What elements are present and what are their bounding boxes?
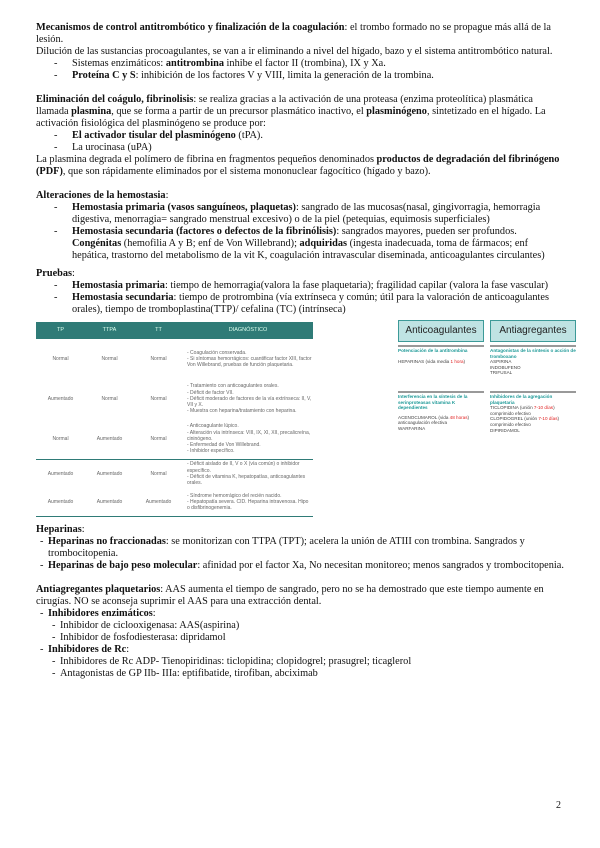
list-item: - Inhibidor de fosfodiesterasa: dipridamol	[36, 632, 566, 644]
table-cell: Normal	[150, 355, 167, 362]
table-cell: Normal	[101, 355, 118, 362]
diagnosis-cell: - Síndrome hemorrágico del recién nacido. - Hepatopatía severa. CID. Heparina intravenosa. Hipo o disfibrinogenemia.	[187, 492, 309, 512]
table-cell: Normal	[134, 460, 183, 489]
coagulation-tests-table	[36, 322, 313, 517]
diagnosis-cell: - Anticoagulante lúpico. - Alteración vía intrínseca: VIII, IX, XI, XII, precalicreína, cininógeno. - Enfermedad de Von Willebrand. - Inhibidor específico.	[187, 423, 311, 455]
section-pruebas: Pruebas:	[36, 268, 75, 279]
table-cell: Aumentado	[145, 498, 172, 505]
table-row	[36, 488, 313, 517]
table-cell: Aumentado	[96, 435, 123, 442]
table-cell: Normal	[150, 395, 167, 402]
diagnosis-cell: - Tratamiento con anticoagulantes orales. - Déficit de factor VII. - Déficit moderado de factores de la vía extrínseca: II, V, VII y X. - Muestra con heparina/tratamiento con heparina.	[187, 383, 312, 415]
list-item: - Antagonistas de GP IIb- IIIa: eptifibatide, tirofiban, abciximab	[36, 668, 566, 680]
table-cell: Aumentado	[47, 498, 74, 505]
section-heparinas: Heparinas: - Heparinas no fraccionadas: se monitorizan con TTPA (TPT); acelera la unión de ATIII con trombina. Sangrados y trombocitopenia. - Heparinas de bajo peso molecular: afinidad por el factor Xa, No necesitan monitoreo; menos sangrados y trombocitopenia. Antiagregantes plaquetarios: AAS aumenta el tiempo de sangrado, pero no se ha demostrado que este tiempo aumente en cirugías. NO se aconseja suprimir el AAS para una extracción dental. - Inhibidores enzimáticos: - Inhibidor de ciclooxigenasa: AAS(aspirina) - Inhibidor de fosfodiesterasa: dipridamol - Inhibidores de Rc: - Inhibidores de Rc ADP- Tienopiridinas: ticlopidina; clopidogrel; prasugrel; ticaglerol - Antagonistas de GP IIb- IIIa: eptifibatide, tirofiban, abciximab	[36, 524, 566, 680]
list-item: - Sistemas enzimáticos: antitrombina inhibe el factor II (trombina), IX y Xa.	[36, 58, 566, 70]
section-alteraciones: Alteraciones de la hemostasia:	[36, 190, 169, 201]
table-row	[36, 460, 313, 489]
table-row	[36, 419, 313, 460]
list-item: - Heparinas no fraccionadas: se monitorizan con TTPA (TPT); acelera la unión de ATIII con trombina. Sangrados y trombocitopenia.	[36, 536, 566, 560]
drugs-figure	[398, 320, 578, 432]
table-cell: Aumentado	[47, 395, 74, 402]
table-cell: Normal	[52, 355, 69, 362]
section-fibrinolisis: Eliminación del coágulo, fibrinolisis: se realiza gracias a la activación de una proteasa (enzima proteolítica) plasmática llamada plasmina, que se forma a partir de un precursor plasmático inactivo, el plasminógeno, sintetizado en el hígado. La activación fisiológica del plasminógeno se produce por:	[36, 94, 546, 129]
anticoagulants-column: Anticoagulantes Potenciación de la antitrombina HEPARINAS (vida media 1 hora) Interferencia en la síntesis de la serinproteasas vitamina K dependientes ACENOCUMAROL (vida 48 horas) anticoagulación efectiva WARFARINA	[398, 320, 484, 432]
section-mecanismos-control: Mecanismos de control antitrombótico y finalización de la coagulación: el trombo formado no se propague más allá de la lesión. Dilución de las sustancias procoagulantes, se van a ir eliminando a nivel del hígado, bazo y el sistema antitrombótico natural. - Sistemas enzimáticos: antitrombina inhibe el factor II (trombina), IX y Xa. - Proteína C y S: inhibición de los factores V y VIII, limita la generación de la trombina. Eliminación del coágulo, fibrinolisis: se realiza gracias a la activación de una proteasa (enzima proteolítica) plasmática llamada plasmina, que se forma a partir de un precursor plasmático inactivo, el plasminógeno, sintetizado en el hígado. La activación fisiológica del plasminógeno se produce por: - El activador tisular del plasminógeno (tPA). - La urocinasa (uPA) La plasmina degrada el polímero de fibrina en fragmentos pequeños denominados productos de degradación del fibrinógeno (PDF), que son rápidamente eliminados por el sistema mononuclear fagocítico (hígado y bazo). Alteraciones de la hemostasia: - Hemostasia primaria (vasos sanguíneos, plaquetas): sangrado de las mucosas(nasal, gingivorragia, hemorragia digestiva, menorragia= sangrado menstrual excesivo) o de la piel (petequias, equimosis superficiales) - Hemostasia secundaria (factores o defectos de la fibrinólisis): sangrados mayores, pueden ser profundos. Congénitas (hemofilia A y B; enf de Von Willebrand); adquiridas (ingesta inadecuada, toma de fármacos; enf hepática, trastorno del metabolismo de la vit K, coagulación intravascular diseminada, anticoagulantes circulantes) Pruebas: - Hemostasia primaria: tiempo de hemorragia(valora la fase plaquetaria); fragilidad capilar (valora la fase vascular) - Hemostasia secundaria: tiempo de protrombina (vía extrínseca y común; útil para la valoración de anticoagulantes orales), tiempo de tromboplastina(TTP)/ cefalina (TC) (intrínseca)	[36, 22, 566, 316]
list-item: - El activador tisular del plasminógeno (tPA).	[36, 130, 566, 142]
table-row	[36, 379, 313, 419]
list-item: - Inhibidores de Rc:	[36, 644, 566, 656]
list-item: - Inhibidores enzimáticos:	[36, 608, 566, 620]
table-row	[36, 339, 313, 379]
list-item: - Inhibidores de Rc ADP- Tienopiridinas: ticlopidina; clopidogrel; prasugrel; ticaglerol	[36, 656, 566, 668]
page-number: 2	[556, 800, 561, 811]
list-item: - Heparinas de bajo peso molecular: afinidad por el factor Xa, No necesitan monitoreo; menos sangrados y trombocitopenia.	[36, 560, 566, 572]
table-cell: Aumentado	[36, 460, 85, 489]
list-item: - La urocinasa (uPA)	[36, 142, 566, 154]
column-header: TT	[134, 322, 183, 339]
table-cell: Normal	[52, 435, 69, 442]
table-cell: Normal	[101, 395, 118, 402]
list-item: - Hemostasia secundaria (factores o defectos de la fibrinólisis): sangrados mayores, pueden ser profundos. Congénitas (hemofilia A y B; enf de Von Willebrand); adquiridas (ingesta inadecuada, toma de fármacos; enf hepática, trastorno del metabolismo de la vit K, coagulación intravascular diseminada, anticoagulantes circulantes)	[36, 226, 566, 262]
table-cell: Aumentado	[96, 498, 123, 505]
list-item: - Proteína C y S: inhibición de los factores V y VIII, limita la generación de la trombina.	[36, 70, 566, 82]
section-antiagregantes: Antiagregantes plaquetarios: AAS aumenta el tiempo de sangrado, pero no se ha demostrado que este tiempo aumente en cirugías. NO se aconseja suprimir el AAS para una extracción dental.	[36, 584, 544, 607]
list-item: - Hemostasia secundaria: tiempo de protrombina (vía extrínseca y común; útil para la valoración de anticoagulantes orales), tiempo de tromboplastina(TTP)/ cefalina (TC) (intrínseca)	[36, 292, 566, 316]
list-item: - Hemostasia primaria (vasos sanguíneos, plaquetas): sangrado de las mucosas(nasal, gingivorragia, hemorragia digestiva, menorragia= sangrado menstrual excesivo) o de la piel (petequias, equimosis superficiales)	[36, 202, 566, 226]
column-header: DIAGNÓSTICO	[183, 322, 313, 339]
column-header: TP	[36, 322, 85, 339]
list-item: - Hemostasia primaria: tiempo de hemorragia(valora la fase plaquetaria); fragilidad capilar (valora la fase vascular)	[36, 280, 566, 292]
list-item: - Inhibidor de ciclooxigenasa: AAS(aspirina)	[36, 620, 566, 632]
diagnosis-cell: - Déficit aislado de II, V o X (vía común) o inhibidor específico. - Déficit de vitamina K, hepatopatías, anticoagulantes orales.	[183, 460, 313, 489]
antiaggregants-column: Antiagregantes Antagonistas de la síntesis o acción de tromboxano ASPIRINA INDOBUFENO TRIFUSAL Inhibidores de la agregación plaquetaria TICLOPIDINA (unión 7-10 días) comprimido efectivo CLOPIDOGREL (unión 7-10 días) comprimido efectivo DIPIRIDAMOL	[490, 320, 576, 433]
table-cell: Aumentado	[85, 460, 134, 489]
column-header: TTPA	[85, 322, 134, 339]
table-cell: Normal	[150, 435, 167, 442]
diagnosis-cell: - Coagulación conservada. - Si síntomas hemorrágicos: cuantificar factor XIII, factor Von Willebrand, pruebas de función plaquetaria.	[187, 349, 312, 369]
